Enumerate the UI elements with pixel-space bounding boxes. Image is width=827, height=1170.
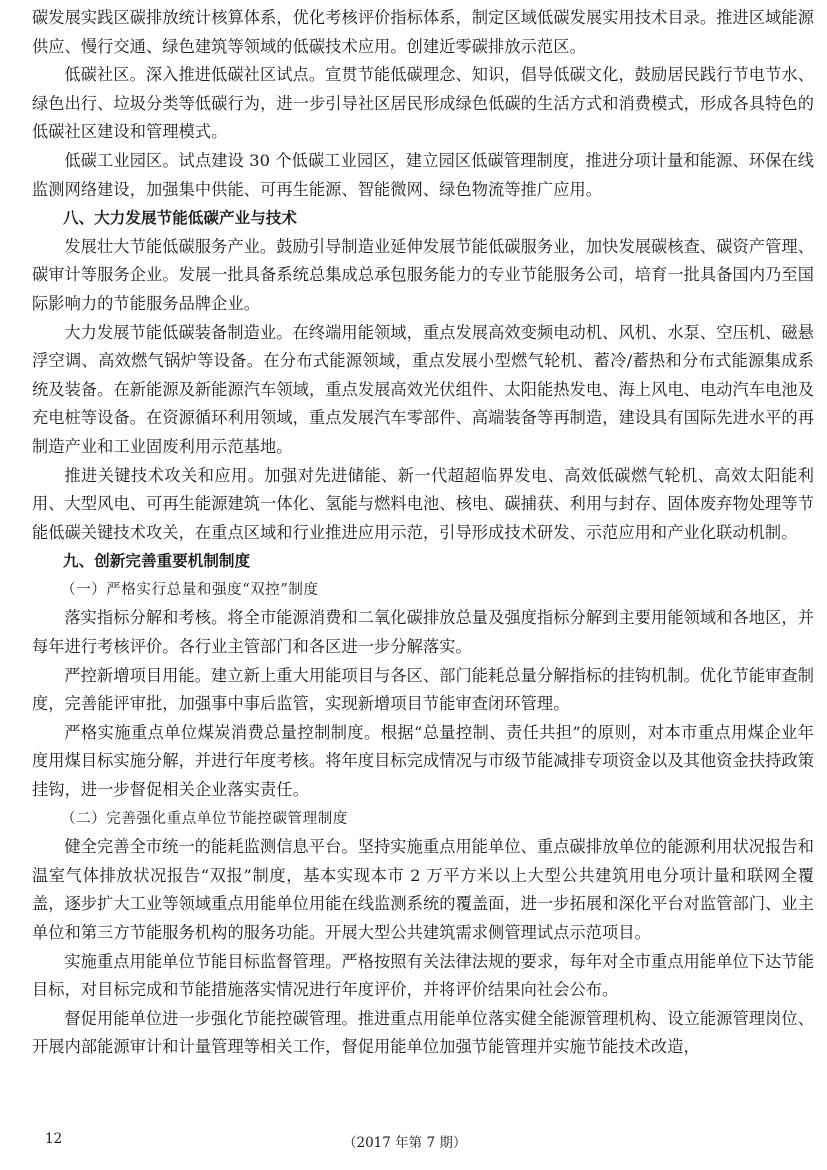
document-body bbox=[32, 4, 814, 1062]
paragraph-key-technology: 推进关键技术攻关和应用。加强对先进储能、新一代超超临界发电、高效低碳燃气轮机、高效太阳能利用、大型风电、可再生能源建筑一体化、氢能与燃料电池、核电、碳捕获、利用与封存、固体废弃物处理等节能低碳关键技术攻关，在重点区域和行业推进应用示范，引导形成技术研发、示范应用和产业化联动机制。 bbox=[32, 465, 814, 542]
section-heading-8: 八、大力发展节能低碳产业与技术 bbox=[63, 209, 298, 228]
paragraph-carbon-management: 督促用能单位进一步强化节能控碳管理。推进重点用能单位落实健全能源管理机构、设立能源管理岗位、开展内部能源审计和计量管理等相关工作，督促用能单位加强节能管理并实施节能技术改造， bbox=[32, 1008, 814, 1057]
paragraph-new-project-energy: 严控新增项目用能。建立新上重大用能项目与各区、部门能耗总量分解指标的挂钩机制。优化节能审查制度，完善能评审批，加强事中事后监管，实现新增项目节能审查闭环管理。 bbox=[32, 665, 814, 714]
paragraph-coal-control: 严格实施重点单位煤炭消费总量控制制度。根据“总量控制、责任共担”的原则，对本市重点用煤企业年度用煤目标实施分解，并进行年度考核。将年度目标完成情况与市级节能减排专项资金以及其他资金扶持政策挂钩，进一步督促相关企业落实责任。 bbox=[32, 722, 814, 800]
paragraph-target-decomposition: 落实指标分解和考核。将全市能源消费和二氧化碳排放总量及强度指标分解到主要用能领域和各地区，并每年进行考核评价。各行业主管部门和各区进一步分解落实。 bbox=[32, 608, 814, 657]
paragraph-service-industry: 发展壮大节能低碳服务产业。鼓励引导制造业延伸发展节能低碳服务业，加快发展碳核查、碳资产管理、碳审计等服务企业。发展一批具备系统总集成总承包服务能力的专业节能服务公司，培育一批具备国内乃至国际影响力的节能服务品牌企业。 bbox=[32, 236, 814, 313]
subsection-heading-1: （一）严格实行总量和强度“双控”制度 bbox=[61, 581, 319, 598]
paragraph-low-carbon-community: 低碳社区。深入推进低碳社区试点。宣贯节能低碳理念、知识，倡导低碳文化，鼓励居民践行节电节水、绿色出行、垃圾分类等低碳行为，进一步引导社区居民形成绿色低碳的生活方式和消费模式，形成各具特色的低碳社区建设和管理模式。 bbox=[32, 65, 814, 142]
page-number: 12 bbox=[45, 1131, 63, 1147]
paragraph-continued: 碳发展实践区碳排放统计核算体系，优化考核评价指标体系，制定区域低碳发展实用技术目录。推进区域能源供应、慢行交通、绿色建筑等领域的低碳技术应用。创建近零碳排放示范区。 bbox=[32, 8, 814, 56]
paragraph-low-carbon-industrial-park: 低碳工业园区。试点建设 30 个低碳工业园区，建立园区低碳管理制度，推进分项计量和能源、环保在线监测网络建设，加强集中供能、可再生能源、智能微网、绿色物流等推广应用。 bbox=[32, 150, 814, 199]
paragraph-target-supervision: 实施重点用能单位节能目标监督管理。严格按照有关法律法规的要求，每年对全市重点用能单位下达节能目标，对目标完成和节能措施落实情况进行年度评价，并将评价结果向社会公布。 bbox=[32, 951, 814, 1000]
paragraph-monitoring-platform: 健全完善全市统一的能耗监测信息平台。坚持实施重点用能单位、重点碳排放单位的能源利用状况报告和温室气体排放状况报告“双报”制度，基本实现本市 2 万平方米以上大型公共建筑用电分项计量和联网全覆盖，逐步扩大工业等领域重点用能单位用能在线监测系统的覆盖面，进一步拓展和深化平台对监管部门、业主单位和第三方节能服务机构的服务功能。开展大型公共建筑需求侧管理试点示范项目。 bbox=[32, 837, 814, 942]
section-heading-9: 九、创新完善重要机制制度 bbox=[63, 552, 251, 571]
page-footer bbox=[0, 1131, 827, 1155]
paragraph-equipment-manufacturing: 大力发展节能低碳装备制造业。在终端用能领域，重点发展高效变频电动机、风机、水泵、空压机、磁悬浮空调、高效燃气锅炉等设备。在分布式能源领域，重点发展小型燃气轮机、蓄冷/蓄热和分布式能源集成系统及装备。在新能源及新能源汽车领域，重点发展高效光伏组件、太阳能热发电、海上风电、电动汽车电池及充电桩等设备。在资源循环利用领域，重点发展汽车零部件、高端装备等再制造，建设具有国际先进水平的再制造产业和工业固废利用示范基地。 bbox=[32, 322, 814, 456]
issue-label: （2017 年第 7 期） bbox=[343, 1135, 467, 1151]
subsection-heading-2: （二）完善强化重点单位节能控碳管理制度 bbox=[61, 810, 348, 827]
